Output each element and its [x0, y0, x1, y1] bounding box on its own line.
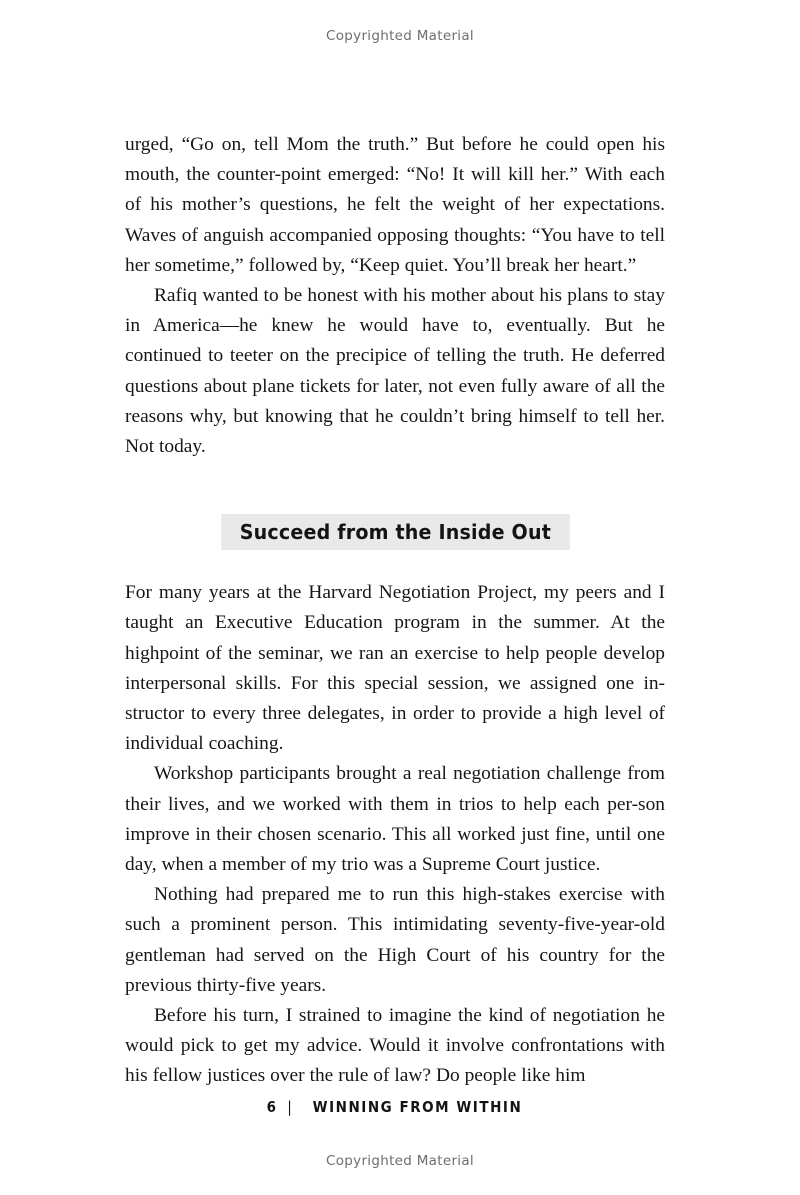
page-footer	[0, 1098, 800, 1116]
page-number: 6	[266, 1098, 278, 1116]
paragraph: urged, “Go on, tell Mom the truth.” But before he could open his mouth, the counter-point emerged: “No! It will kill her.” With each of his mother’s questions, he felt the weight of her expectations. Waves of anguish accompanied opposing thoughts: “You have to tell her sometime,” followed by, “Keep quiet. You’ll break her heart.”	[125, 134, 665, 276]
paragraph: Nothing had prepared me to run this high-stakes exercise with such a prominent person. This intimidating seventy-five-year-old gentleman had served on the High Court of his country for the previous thirty-five years.	[125, 884, 665, 996]
copyrighted-material-watermark-top: Copyrighted Material	[326, 28, 474, 44]
copyrighted-material-watermark-bottom: Copyrighted Material	[326, 1153, 474, 1169]
spacer	[125, 462, 665, 514]
text-column	[125, 130, 665, 1092]
paragraph: For many years at the Harvard Negotiation Project, my peers and I taught an Executive Education program in the summer. At the highpoint of the seminar, we ran an exercise to help people develop interpersonal skills. For this special session, we assigned one in-structor to every three delegates, in order to provide a high level of individual coaching.	[125, 582, 665, 755]
section-heading: Succeed from the Inside Out	[221, 514, 569, 550]
paragraph: Rafiq wanted to be honest with his mother about his plans to stay in America—he knew he would have to, eventually. But he continued to teeter on the precipice of telling the truth. He deferred questions about plane tickets for later, not even fully aware of all the reasons why, but knowing that he couldn’t bring himself to tell her. Not today.	[125, 285, 665, 458]
running-title: WINNING FROM WITHIN	[312, 1098, 523, 1116]
spacer	[125, 550, 665, 578]
paragraph: Workshop participants brought a real negotiation challenge from their lives, and we worked with them in trios to help each per-son improve in their chosen scenario. This all worked just fine, until one day, when a member of my trio was a Supreme Court justice.	[125, 763, 665, 876]
paragraph: Before his turn, I strained to imagine the kind of negotiation he would pick to get my advice. Would it involve confrontations with his fellow justices over the rule of law? Do people like him	[125, 1005, 665, 1087]
footer-separator: |	[286, 1098, 292, 1116]
section-heading-container	[125, 514, 665, 550]
